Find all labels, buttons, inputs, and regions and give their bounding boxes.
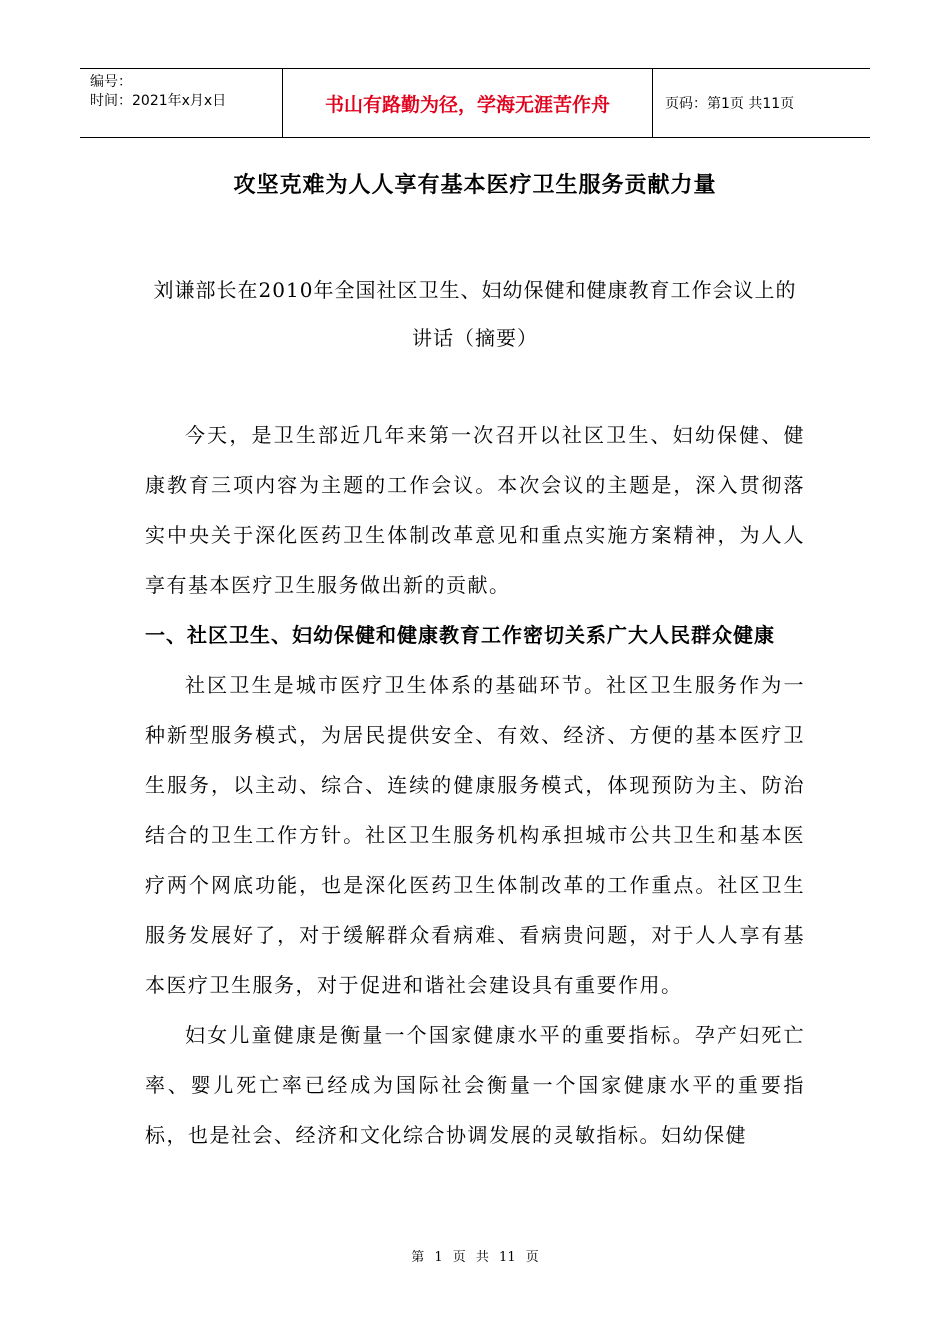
header-table [80,68,870,138]
header-page-cell [653,69,870,137]
footer-page-text: 第 1 页 共 11 页 [411,1250,539,1265]
page-number-label: 页码：第1页 共11页 [665,96,795,112]
document-title: 攻坚克难为人人享有基本医疗卫生服务贡献力量 [233,173,717,198]
page-footer [0,1246,950,1265]
intro-paragraph: 今天，是卫生部近几年来第一次召开以社区卫生、妇幼保健、健康教育三项内容为主题的工作会议。本次会议的主题是，深入贯彻落实中央关于深化医药卫生体制改革意见和重点实施方案精神，为人人享有基本医疗卫生服务做出新的贡献。 [145,423,805,597]
document-body [145,410,805,1160]
section-heading: 一、社区卫生、妇幼保健和健康教育工作密切关系广大人民群众健康 [145,623,775,647]
body-paragraph: 社区卫生是城市医疗卫生体系的基础环节。社区卫生服务作为一种新型服务模式，为居民提供安全、有效、经济、方便的基本医疗卫生服务，以主动、综合、连续的健康服务模式，体现预防为主、防治结合的卫生工作方针。社区卫生服务机构承担城市公共卫生和基本医疗两个网底功能，也是深化医药卫生体制改革的工作重点。社区卫生服务发展好了，对于缓解群众看病难、看病贵问题，对于人人享有基本医疗卫生服务，对于促进和谐社会建设具有重要作用。 [145,673,805,997]
header-meta-cell [80,69,283,137]
motto-text: 书山有路勤为径，学海无涯苦作舟 [324,93,610,116]
body-paragraph: 妇女儿童健康是衡量一个国家健康水平的重要指标。孕产妇死亡率、婴儿死亡率已经成为国际社会衡量一个国家健康水平的重要指标，也是社会、经济和文化综合协调发展的灵敏指标。妇幼保健 [145,1023,805,1147]
header-motto-cell [283,69,653,137]
document-subtitle: 刘谦部长在2010年全国社区卫生、妇幼保健和健康教育工作会议上的讲话（摘要） [153,278,797,350]
date-label: 时间：2021年x月x日 [90,93,227,109]
serial-number-label: 编号： [90,74,132,90]
